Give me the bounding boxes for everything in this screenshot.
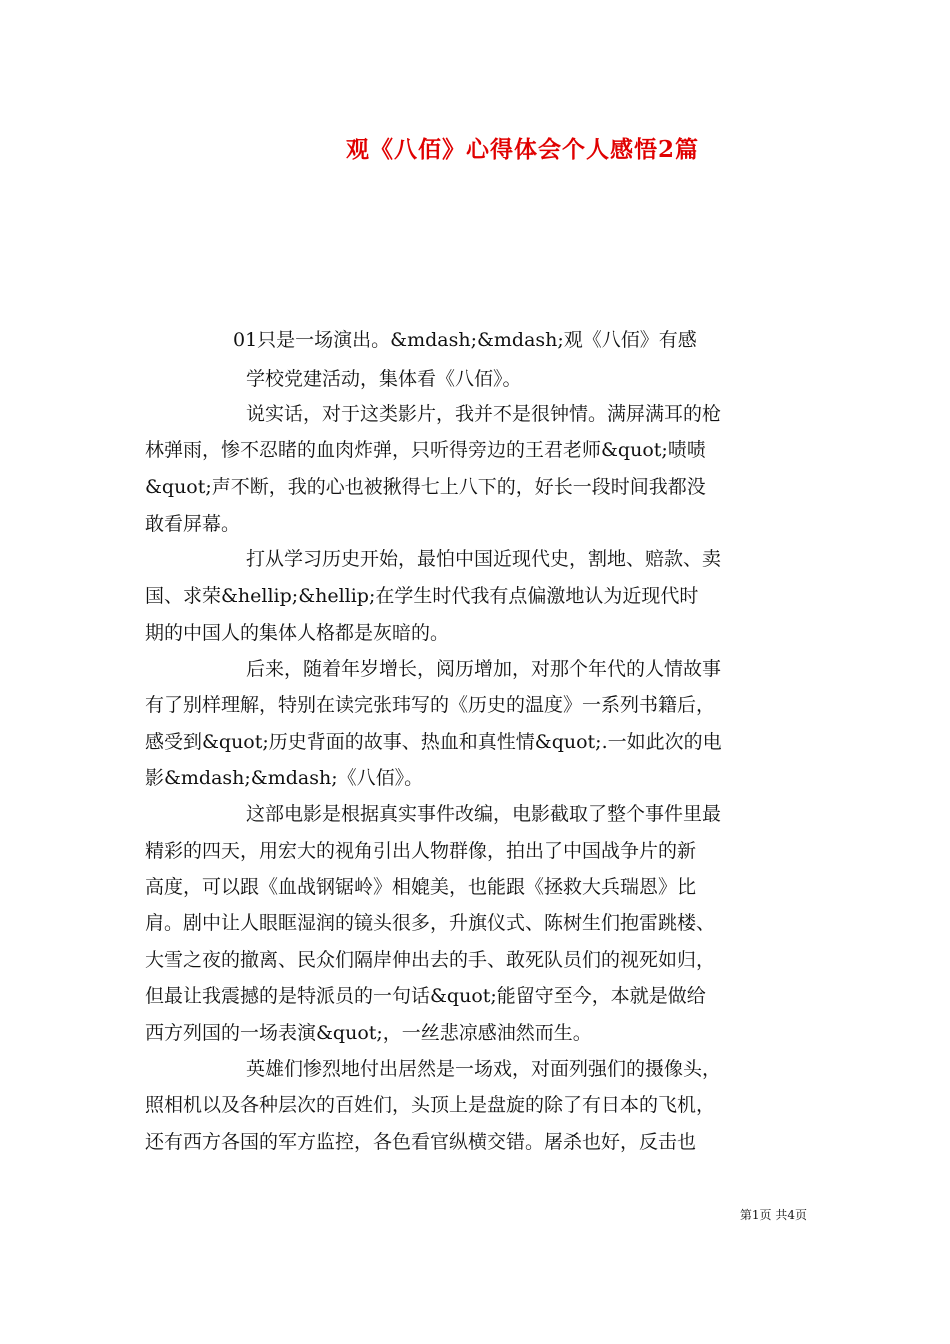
text-line: &quot;声不断，我的心也被揪得七上八下的，好长一段时间我都没 xyxy=(145,476,706,498)
document-title: 观《八佰》心得体会个人感悟2篇 xyxy=(345,136,699,163)
text-line: 01只是一场演出。&mdash;&mdash;观《八佰》有感 xyxy=(233,329,697,351)
text-line: 后来，随着年岁增长，阅历增加，对那个年代的人情故事 xyxy=(246,658,722,680)
text-line: 期的中国人的集体人格都是灰暗的。 xyxy=(145,622,450,644)
text-line: 有了别样理解，特别在读完张玮写的《历史的温度》一系列书籍后， xyxy=(145,694,716,716)
text-line: 但最让我震撼的是特派员的一句话&quot;能留守至今，本就是做给 xyxy=(145,985,706,1007)
text-line: 国、求荣&hellip;&hellip;在学生时代我有点偏激地认为近现代时 xyxy=(145,585,699,607)
text-line: 这部电影是根据真实事件改编，电影截取了整个事件里最 xyxy=(246,803,722,825)
text-line: 学校党建活动，集体看《八佰》。 xyxy=(246,368,522,390)
text-line: 感受到&quot;历史背面的故事、热血和真性情&quot;.一如此次的电 xyxy=(145,731,722,753)
text-line: 精彩的四天，用宏大的视角引出人物群像，拍出了中国战争片的新 xyxy=(145,840,697,862)
text-line: 照相机以及各种层次的百姓们，头顶上是盘旋的除了有日本的飞机， xyxy=(145,1094,716,1116)
text-line: 说实话，对于这类影片，我并不是很钟情。满屏满耳的枪 xyxy=(246,403,722,425)
text-line: 打从学习历史开始，最怕中国近现代史，割地、赔款、卖 xyxy=(246,548,722,570)
page-number: 第1页 共4页 xyxy=(739,1208,807,1222)
text-line: 肩。剧中让人眼眶湿润的镜头很多，升旗仪式、陈树生们抱雷跳楼、 xyxy=(145,912,716,934)
text-line: 英雄们惨烈地付出居然是一场戏，对面列强们的摄像头， xyxy=(246,1058,722,1080)
text-line: 敢看屏幕。 xyxy=(145,513,241,535)
text-line: 影&mdash;&mdash;《八佰》。 xyxy=(145,767,424,789)
text-line: 西方列国的一场表演&quot;，一丝悲凉感油然而生。 xyxy=(145,1022,592,1044)
text-line: 还有西方各国的军方监控，各色看官纵横交错。屠杀也好，反击也 xyxy=(145,1131,697,1153)
text-line: 林弹雨，惨不忍睹的血肉炸弹，只听得旁边的王君老师&quot;啧啧 xyxy=(145,439,706,461)
text-line: 大雪之夜的撤离、民众们隔岸伸出去的手、敢死队员们的视死如归， xyxy=(145,949,716,971)
text-line: 高度，可以跟《血战钢锯岭》相媲美，也能跟《拯救大兵瑞恩》比 xyxy=(145,876,697,898)
